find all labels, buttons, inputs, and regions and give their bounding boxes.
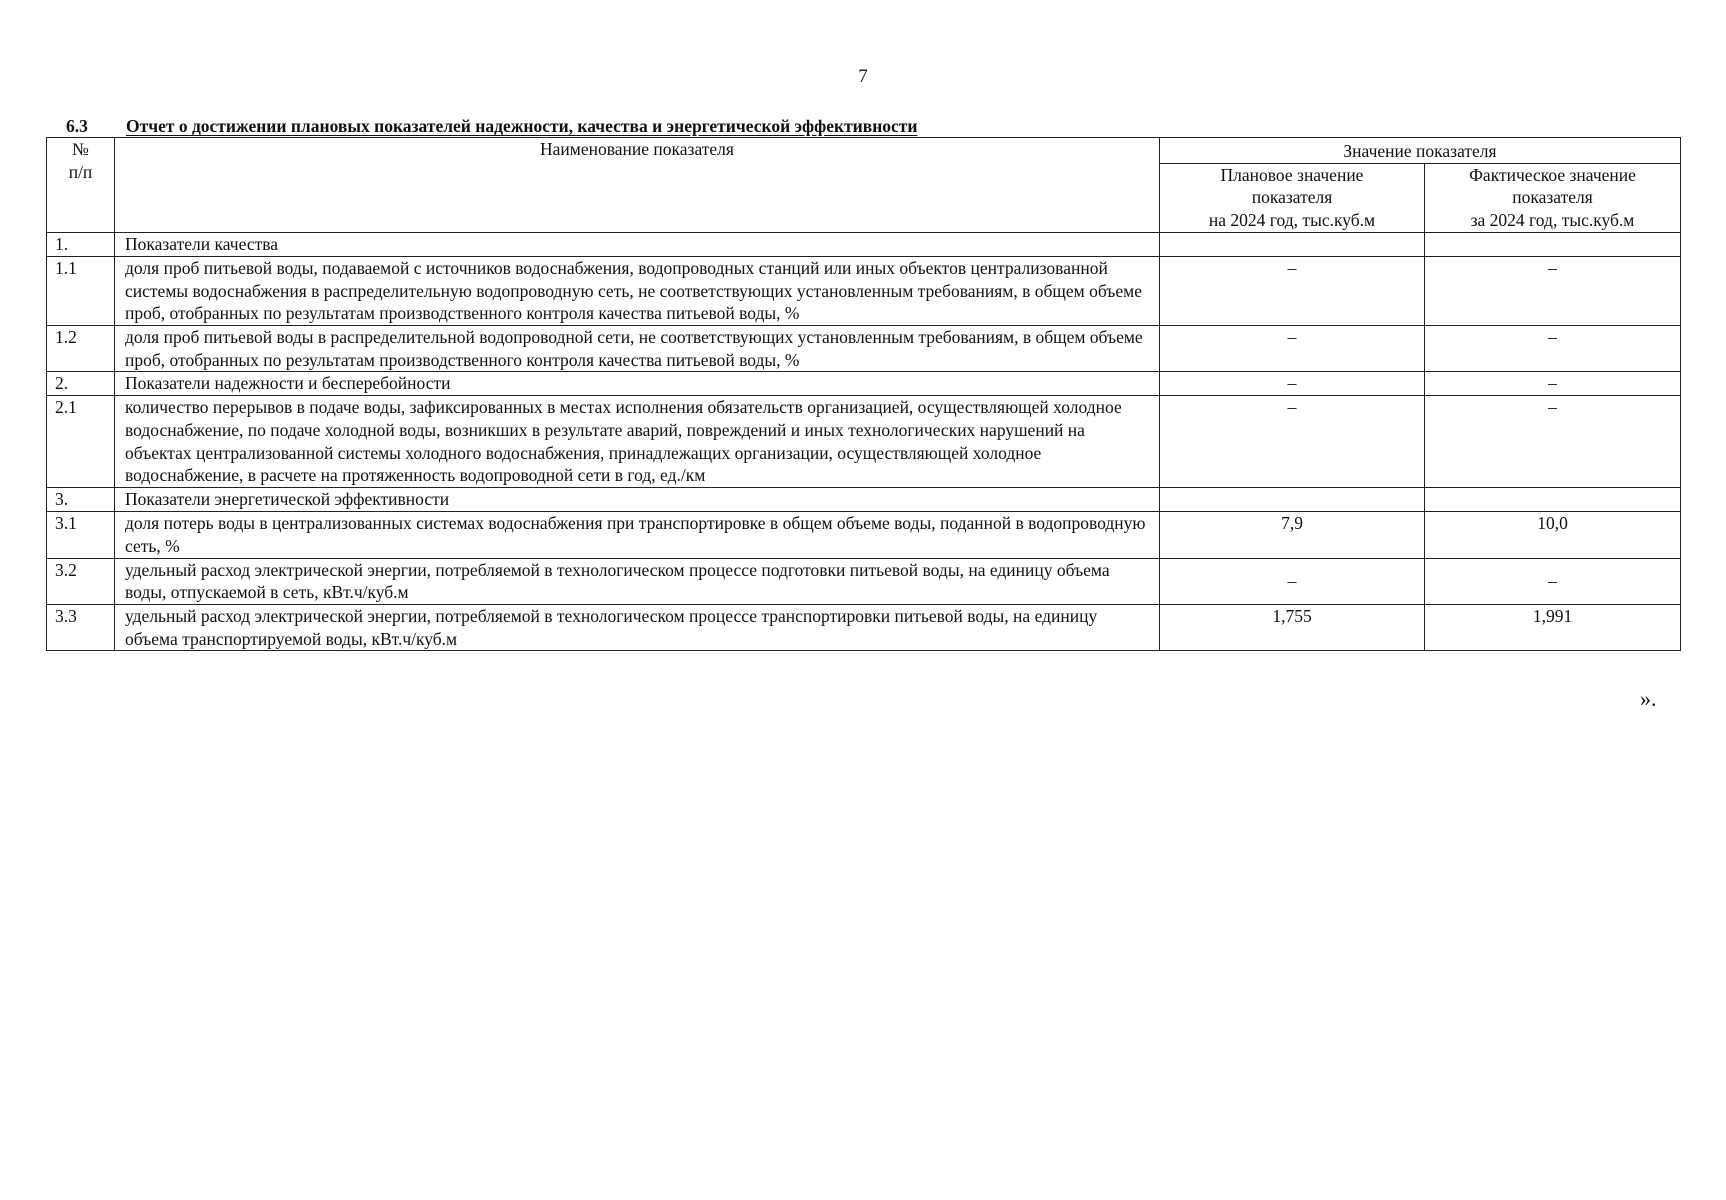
table-row	[47, 488, 1681, 512]
row-name: доля проб питьевой воды в распределительной водопроводной сети, не соответствующих установленным требованиям, в общем объеме проб, отобранных по результатам производственного контроля качества питьевой воды, %	[115, 325, 1160, 371]
row-num: 3.	[47, 488, 115, 512]
row-name: Показатели энергетической эффективности	[115, 488, 1160, 512]
closing-quote: ».	[1640, 686, 1657, 711]
row-actual	[1425, 488, 1681, 512]
table-row	[47, 256, 1681, 325]
row-actual: –	[1425, 325, 1681, 371]
row-name: удельный расход электрической энергии, потребляемой в технологическом процессе транспортировки питьевой воды, на единицу объема транспортируемой воды, кВт.ч/куб.м	[115, 604, 1160, 650]
row-planned: –	[1160, 396, 1425, 488]
row-planned: –	[1160, 372, 1425, 396]
section-number: 6.3	[66, 116, 88, 136]
row-actual: 10,0	[1425, 512, 1681, 558]
row-num: 3.2	[47, 558, 115, 604]
table-row	[47, 604, 1681, 650]
row-num: 1.1	[47, 256, 115, 325]
row-num: 1.	[47, 232, 115, 256]
row-actual: –	[1425, 558, 1681, 604]
indicators-table	[46, 137, 1681, 651]
table-row	[47, 558, 1681, 604]
table-row	[47, 325, 1681, 371]
table-row	[47, 232, 1681, 256]
row-planned	[1160, 232, 1425, 256]
row-actual: 1,991	[1425, 604, 1681, 650]
row-planned: 1,755	[1160, 604, 1425, 650]
table-row	[47, 512, 1681, 558]
table-row	[47, 396, 1681, 488]
page-number: 7	[858, 66, 868, 87]
header-actual: Фактическое значение показателя за 2024 год, тыс.куб.м	[1425, 163, 1681, 232]
row-num: 2.	[47, 372, 115, 396]
row-num: 3.1	[47, 512, 115, 558]
section-heading	[66, 116, 917, 137]
row-num: 3.3	[47, 604, 115, 650]
row-planned: –	[1160, 558, 1425, 604]
row-name: количество перерывов в подаче воды, зафиксированных в местах исполнения обязательств организацией, осуществляющей холодное водоснабжение, по подаче холодной воды, возникших в результате аварий, повреждений и иных технологических нарушений на объектах централизованной системы холодного водоснабжения, принадлежащих организации, осуществляющей холодное водоснабжение, в расчете на протяженность водопроводной сети в год, ед./км	[115, 396, 1160, 488]
table-header-row	[47, 138, 1681, 164]
row-actual: –	[1425, 372, 1681, 396]
section-title: Отчет о достижении плановых показателей надежности, качества и энергетической эффективности	[126, 116, 918, 136]
row-name: удельный расход электрической энергии, потребляемой в технологическом процессе подготовки питьевой воды, на единицу объема воды, отпускаемой в сеть, кВт.ч/куб.м	[115, 558, 1160, 604]
header-value-group: Значение показателя	[1160, 138, 1681, 164]
row-planned	[1160, 488, 1425, 512]
row-name: Показатели надежности и бесперебойности	[115, 372, 1160, 396]
row-name: доля потерь воды в централизованных системах водоснабжения при транспортировке в общем объеме воды, поданной в водопроводную сеть, %	[115, 512, 1160, 558]
row-planned: –	[1160, 325, 1425, 371]
row-actual: –	[1425, 256, 1681, 325]
header-planned: Плановое значение показателя на 2024 год, тыс.куб.м	[1160, 163, 1425, 232]
row-num: 2.1	[47, 396, 115, 488]
row-name: Показатели качества	[115, 232, 1160, 256]
row-actual	[1425, 232, 1681, 256]
header-num: № п/п	[47, 138, 115, 233]
row-actual: –	[1425, 396, 1681, 488]
row-planned: –	[1160, 256, 1425, 325]
row-num: 1.2	[47, 325, 115, 371]
table-row	[47, 372, 1681, 396]
row-planned: 7,9	[1160, 512, 1425, 558]
header-name: Наименование показателя	[115, 138, 1160, 233]
row-name: доля проб питьевой воды, подаваемой с источников водоснабжения, водопроводных станций или иных объектов централизованной системы водоснабжения в распределительную водопроводную сеть, не соответствующих установленным требованиям, в общем объеме проб, отобранных по результатам производственного контроля качества питьевой воды, %	[115, 256, 1160, 325]
